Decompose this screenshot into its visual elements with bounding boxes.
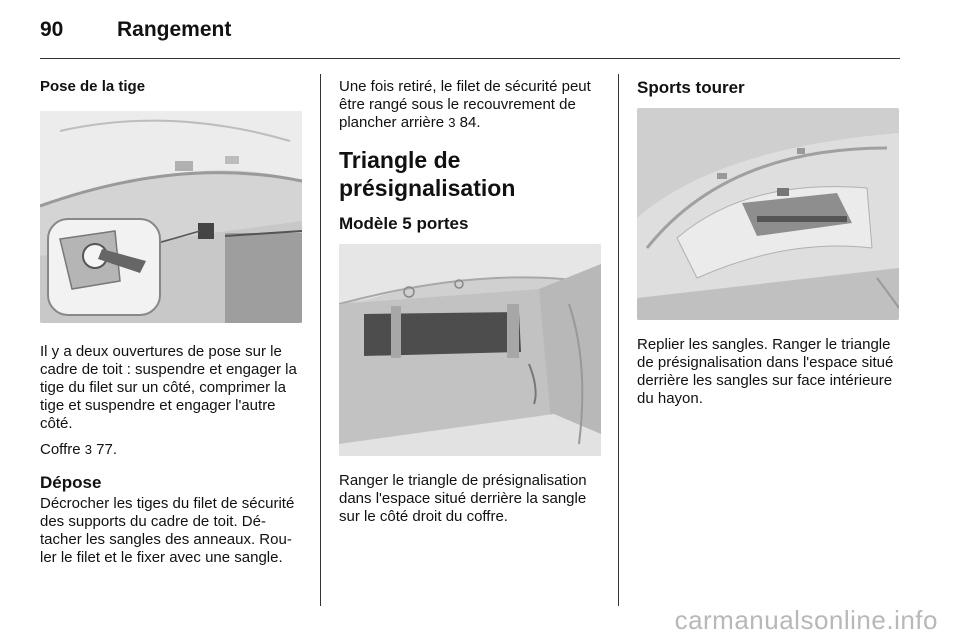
header-rule bbox=[40, 58, 900, 59]
reference-page-link[interactable]: 84. bbox=[459, 114, 481, 131]
section-title-triangle: Triangle de présignalisation bbox=[339, 147, 516, 201]
subheading-5-door: Modèle 5 portes bbox=[339, 214, 469, 233]
watermark: carmanualsonline.info bbox=[674, 605, 938, 635]
paragraph-storage-intro bbox=[339, 78, 601, 132]
page-ref-arrow-icon: 3 bbox=[448, 115, 456, 130]
storage-intro-text: Une fois retiré, le filet de sécurité peut être rangé sous le recouvrement de plancher arrière bbox=[339, 78, 591, 131]
page-ref-arrow-icon: 3 bbox=[84, 442, 92, 457]
section-heading-pose: Pose de la tige bbox=[40, 78, 146, 95]
figure-5-door-trunk bbox=[339, 244, 601, 456]
column-2 bbox=[339, 70, 601, 526]
column-3 bbox=[637, 70, 899, 408]
section-heading-depose: Dépose bbox=[40, 473, 102, 492]
column-1 bbox=[40, 70, 302, 567]
reference-page-link[interactable]: 77. bbox=[96, 441, 118, 458]
caption-sports-tourer: Replier les sangles. Ranger le triangle de présignalisation dans l'espace situé derrière les sangles sur face intérieure du hayon. bbox=[637, 336, 894, 407]
column-divider-2 bbox=[618, 74, 619, 606]
column-divider-1 bbox=[320, 74, 321, 606]
reference-coffre bbox=[40, 441, 302, 459]
paragraph-depose: Décrocher les tiges du filet de sécurité des supports du cadre de toit. Détacher les sangles des anneaux. Rouler le filet et le fixer avec une sangle. bbox=[40, 495, 295, 566]
page-title: Rangement bbox=[117, 18, 232, 41]
figure-sports-tourer-tailgate bbox=[637, 108, 899, 320]
reference-label: Coffre bbox=[40, 441, 81, 458]
caption-5-door: Ranger le triangle de présignalisation dans l'espace situé derrière la sangle sur le côté droit du coffre. bbox=[339, 472, 587, 525]
paragraph-installation: Il y a deux ouvertures de pose sur le cadre de toit : suspendre et engager la tige du filet sur un côté, comprimer la tige et suspendre et engager l'autre côté. bbox=[40, 343, 297, 432]
heading-sports-tourer: Sports tourer bbox=[637, 78, 745, 97]
figure-roof-frame-rod bbox=[40, 111, 302, 323]
page-number: 90 bbox=[40, 18, 64, 41]
